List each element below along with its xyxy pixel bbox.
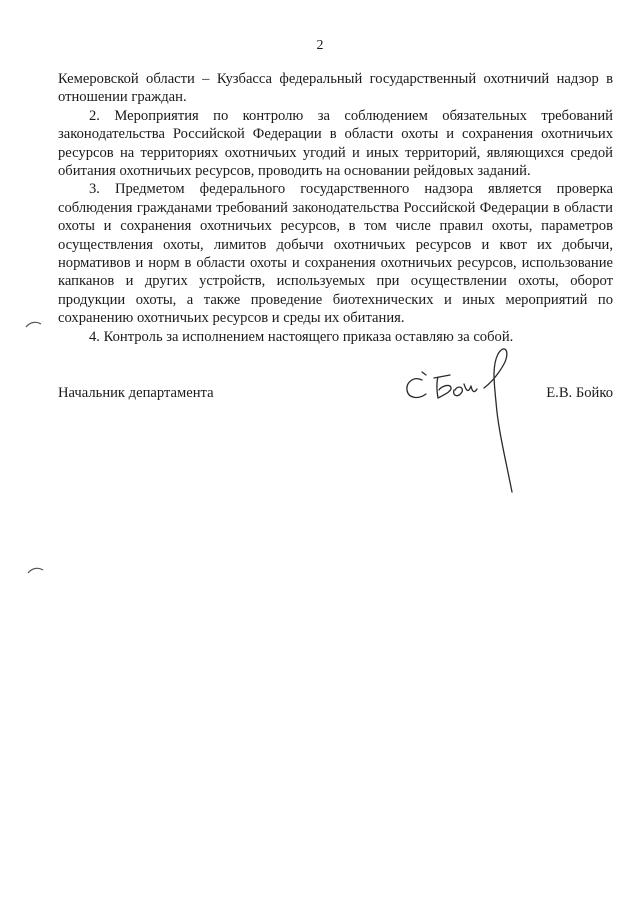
margin-mark-upper: [24, 318, 44, 330]
signatory-title: Начальник департамента: [58, 385, 214, 401]
paragraph-item-3: 3. Предметом федерального государственного надзора является проверка соблюдения гражданами требований законодательства Российской Федерации в области охоты и сохранения охотничьих ресурсов, в том числе правил охоты, параметров осуществления охоты, лимитов добычи охотничьих ресурсов и квот их добычи, нормативов и норм в области охоты и сохранения охотничьих ресурсов, использование капканов и других устройств, используемых при осуществлении охоты, оборот продукции охоты, а также проведение биотехнических и иных мероприятий по сохранению охотничьих ресурсов и среды их обитания.: [58, 181, 613, 327]
handwritten-signature: [400, 342, 525, 502]
page-number: 2: [316, 38, 324, 53]
paragraph-continuation: Кемеровской области – Кузбасса федеральный государственный охотничий надзор в отношении граждан.: [58, 71, 613, 106]
signature-block: [58, 385, 613, 405]
margin-mark-lower: [26, 564, 46, 576]
paragraph-item-2: 2. Мероприятия по контролю за соблюдением обязательных требований законодательства Российской Федерации в области охоты и сохранения охотничьих ресурсов на территориях охотничьих угодий и иных территорий, являющихся средой обитания охотничьих ресурсов, проводить на основании рейдовых заданий.: [58, 107, 613, 180]
paragraph-item-4: 4. Контроль за исполнением настоящего приказа оставляю за собой.: [89, 328, 514, 345]
signatory-name: Е.В. Бойко: [546, 385, 613, 401]
document-body: [58, 70, 613, 346]
